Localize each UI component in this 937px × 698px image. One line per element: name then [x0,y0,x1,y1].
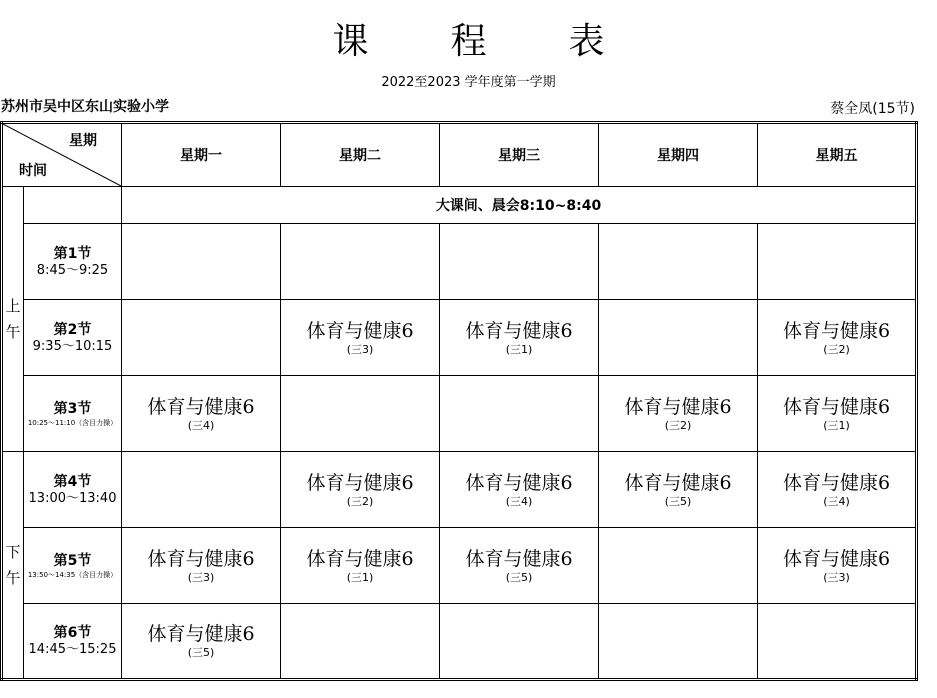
period-row [2,528,917,604]
schedule-cell [599,224,758,300]
schedule-cell [281,376,440,452]
class-label: (三1) [346,570,374,584]
class-label: (三3) [346,342,374,356]
class-label: (三5) [505,570,533,584]
course-name: 体育与健康6 [306,547,414,570]
corner-weekday-label: 星期 [69,133,97,149]
header-row [2,123,917,187]
schedule-cell [122,300,281,376]
period-label [24,224,122,300]
period-row [2,300,917,376]
period-label [24,300,122,376]
period-time: 9:35～10:15 [32,338,113,354]
period-name: 第2节 [53,321,92,338]
schedule-cell [440,300,599,376]
period-time: 14:45～15:25 [28,642,117,657]
class-label: (三2) [346,494,374,508]
course-name: 体育与健康6 [306,471,414,494]
timetable [0,121,918,681]
corner-time-label: 时间 [19,163,47,179]
class-label: (三2) [823,342,850,356]
class-label: (三1) [823,418,850,432]
course-name: 体育与健康6 [465,319,573,342]
school-name: 苏州市吴中区东山实验小学 [1,99,169,115]
term-label: 2022至2023 学年度第一学期 [381,75,556,90]
period-label [24,452,122,528]
course-name: 体育与健康6 [624,471,732,494]
course-name: 体育与健康6 [782,319,891,342]
schedule-cell [758,224,917,300]
schedule-cell [122,452,281,528]
class-label: (三5) [187,646,215,659]
period-name: 第4节 [53,473,92,490]
course-name: 体育与健康6 [147,395,255,418]
page-title: 课程表 [332,21,687,62]
course-name: 体育与健康6 [465,547,573,570]
class-label: (三3) [187,570,215,584]
schedule-cell [758,452,917,528]
schedule-cell [122,224,281,300]
schedule-cell [281,300,440,376]
period-row [2,604,917,680]
break-label: 大课间、晨会8:10~8:40 [122,187,917,224]
class-label: (三4) [505,494,533,508]
schedule-cell [440,376,599,452]
schedule-cell [281,224,440,300]
day-header-mon: 星期一 [122,123,281,187]
period-time: 13:50～14:35（含目力操） [27,570,118,579]
schedule-cell [758,376,917,452]
period-name: 第1节 [53,245,92,262]
day-header-wed: 星期三 [440,123,599,187]
course-name: 体育与健康6 [782,547,891,570]
course-name: 体育与健康6 [465,471,573,494]
course-name: 体育与健康6 [147,623,255,645]
period-name: 第5节 [53,552,92,569]
schedule-cell [599,452,758,528]
schedule-cell [758,300,917,376]
period-name: 第3节 [53,400,92,417]
day-header-thu: 星期四 [599,123,758,187]
period-name: 第6节 [53,625,92,641]
break-time-cell [24,187,122,224]
schedule-cell [758,528,917,604]
schedule-cell [122,604,281,680]
class-label: (三4) [823,494,850,508]
schedule-cell [599,300,758,376]
period-time: 13:00～13:40 [28,490,117,506]
period-row [2,452,917,528]
day-header-fri: 星期五 [758,123,917,187]
schedule-cell [440,604,599,680]
period-time: 10:25～11:10（含目力操） [27,418,118,427]
schedule-cell [440,452,599,528]
period-time: 8:45～9:25 [36,262,109,278]
period-label [24,604,122,680]
course-name: 体育与健康6 [782,471,891,494]
class-label: (三4) [187,418,215,432]
teacher-name: 蔡全凤(15节) [830,101,915,117]
schedule-cell [599,376,758,452]
morning-label: 上 午 [2,187,24,452]
course-name: 体育与健康6 [782,395,891,418]
class-label: (三2) [664,418,692,432]
class-label: (三5) [664,494,692,508]
course-name: 体育与健康6 [147,547,255,570]
afternoon-label: 下 午 [2,452,24,680]
schedule-cell [599,604,758,680]
schedule-cell [281,528,440,604]
schedule-cell [758,604,917,680]
period-label [24,528,122,604]
schedule-cell [281,452,440,528]
schedule-cell [440,528,599,604]
schedule-cell [599,528,758,604]
class-label: (三3) [823,570,850,584]
period-label [24,376,122,452]
schedule-cell [281,604,440,680]
class-label: (三1) [505,342,533,356]
schedule-cell [440,224,599,300]
course-name: 体育与健康6 [306,319,414,342]
day-header-tue: 星期二 [281,123,440,187]
schedule-cell [122,376,281,452]
period-row [2,376,917,452]
corner-cell [2,123,122,187]
schedule-cell [122,528,281,604]
period-row [2,224,917,300]
course-name: 体育与健康6 [624,395,732,418]
break-row [2,187,917,224]
